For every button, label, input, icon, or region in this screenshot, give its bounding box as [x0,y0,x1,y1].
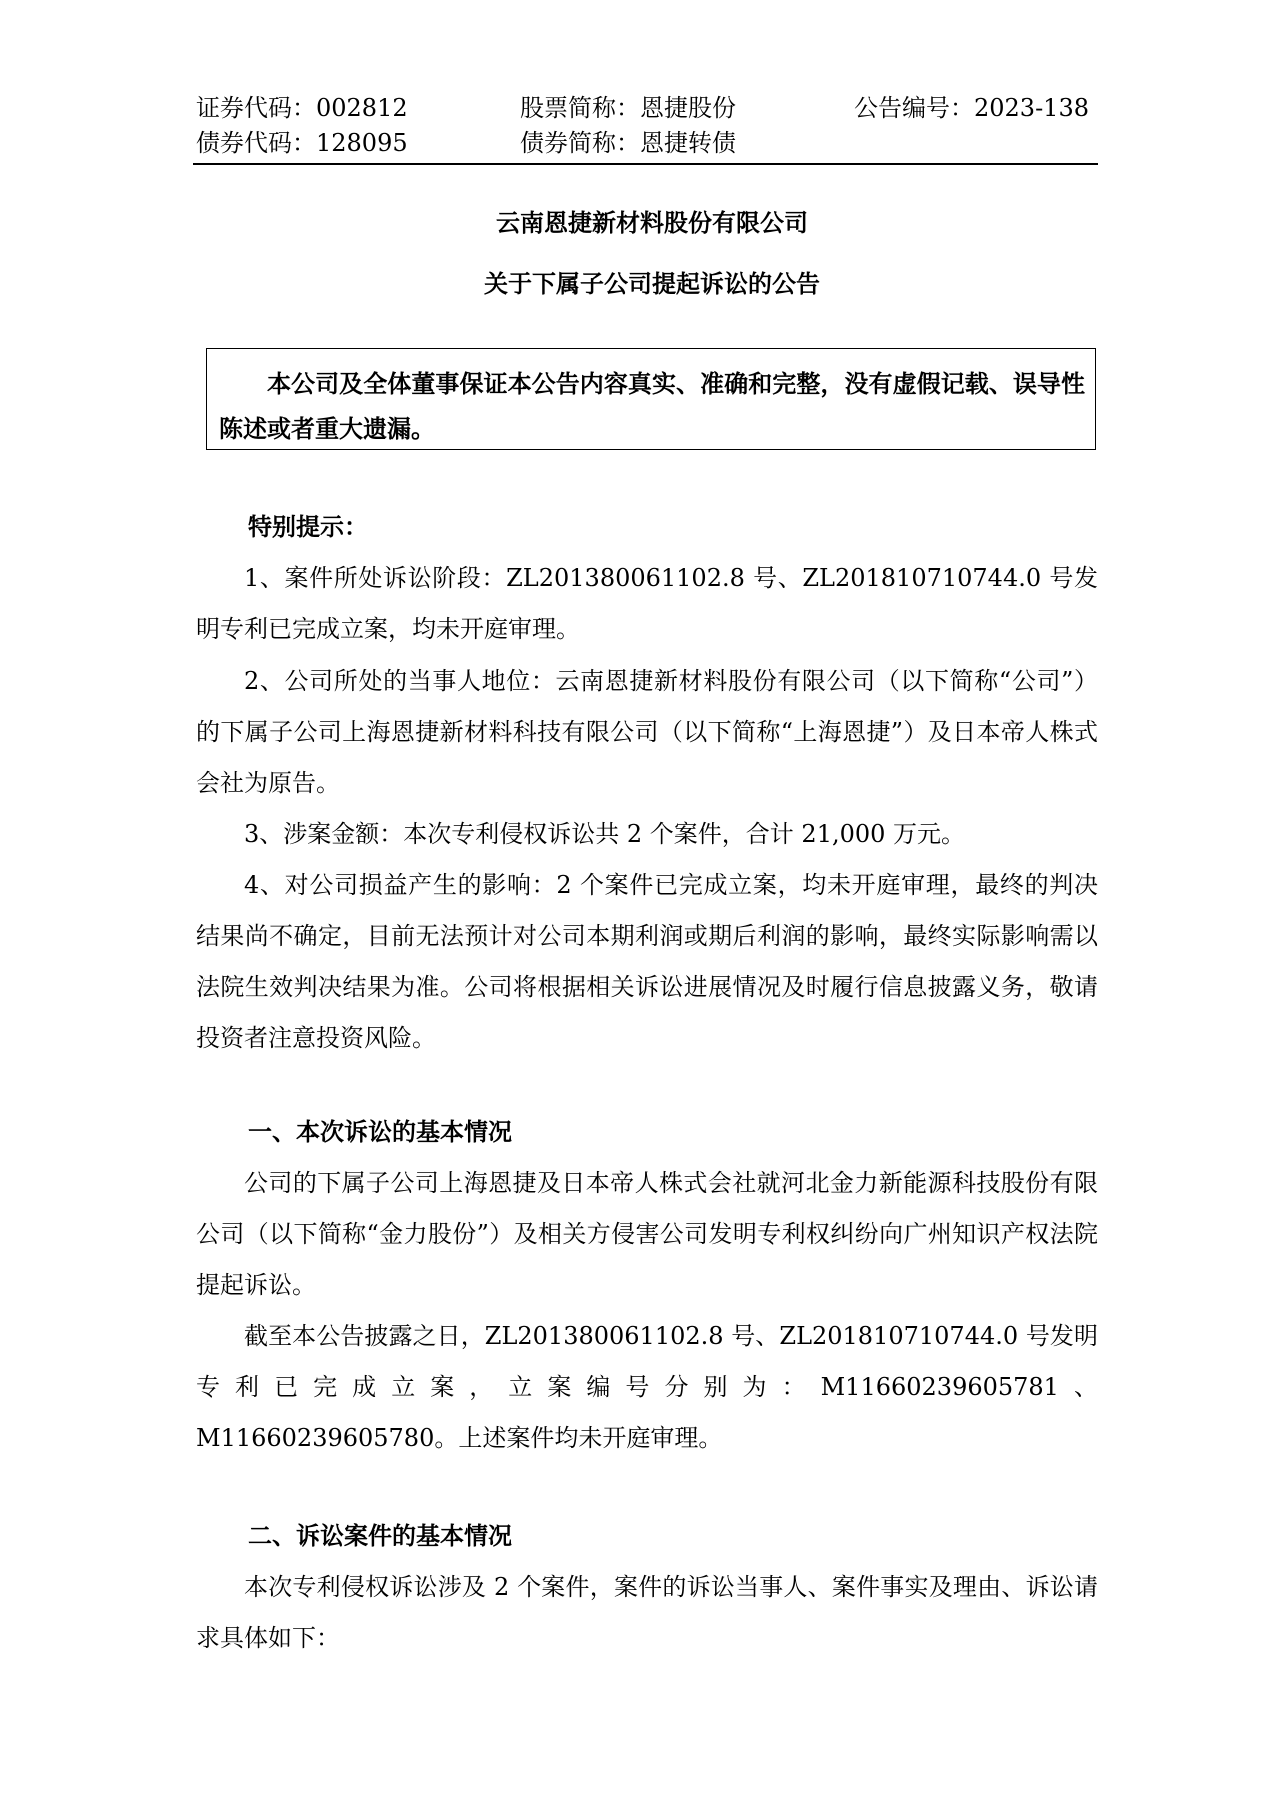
special-notice-item: 3、涉案金额：本次专利侵权诉讼共 2 个案件，合计 21,000 万元。 [244,820,966,848]
section-1-heading: 一、本次诉讼的基本情况 [248,1117,512,1146]
bond-name: 债券简称：恩捷转债 [520,129,736,157]
header-row-2 [196,126,1098,160]
announcement-title: 关于下属子公司提起诉讼的公告 [484,269,820,298]
stock-name: 股票简称：恩捷股份 [520,94,736,122]
announcement-number: 公告编号：2023-138 [854,94,1089,122]
stock-code: 证券代码：002812 [196,94,408,122]
section-1-paragraph: 截至本公告披露之日，ZL201380061102.8 号、ZL201810710744.0 号发明专利已完成立案，立案编号分别为：M11660239605781、M11660239605780。上述案件均未开庭审理。 [196,1322,1098,1452]
section-2-paragraph: 本次专利侵权诉讼涉及 2 个案件，案件的诉讼当事人、案件事实及理由、诉讼请求具体如下： [196,1573,1098,1652]
board-statement: 本公司及全体董事保证本公告内容真实、准确和完整，没有虚假记载、误导性陈述或者重大遗漏。 [219,369,1085,443]
special-notice-item: 4、对公司损益产生的影响：2 个案件已完成立案，均未开庭审理，最终的判决结果尚不确定，目前无法预计对公司本期利润或期后利润的影响，最终实际影响需以法院生效判决结果为准。公司将根据相关诉讼进展情况及时履行信息披露义务，敬请投资者注意投资风险。 [196,871,1098,1052]
special-notice-item: 2、公司所处的当事人地位：云南恩捷新材料股份有限公司（以下简称“公司”）的下属子公司上海恩捷新材料科技有限公司（以下简称“上海恩捷”）及日本帝人株式会社为原告。 [196,667,1098,797]
section-1-paragraph: 公司的下属子公司上海恩捷及日本帝人株式会社就河北金力新能源科技股份有限公司（以下简称“金力股份”）及相关方侵害公司发明专利权纠纷向广州知识产权法院提起诉讼。 [196,1169,1098,1299]
header-row-1 [196,91,1098,125]
special-notice-item: 1、案件所处诉讼阶段：ZL201380061102.8 号、ZL201810710744.0 号发明专利已完成立案，均未开庭审理。 [196,564,1098,643]
section-2-heading: 二、诉讼案件的基本情况 [248,1521,512,1550]
announcement-page [196,0,1098,1810]
bond-code: 债券代码：128095 [196,129,408,157]
company-title: 云南恩捷新材料股份有限公司 [496,208,808,237]
header-divider [193,163,1098,165]
board-statement-box [206,348,1096,450]
special-notice-heading: 特别提示： [248,512,368,541]
